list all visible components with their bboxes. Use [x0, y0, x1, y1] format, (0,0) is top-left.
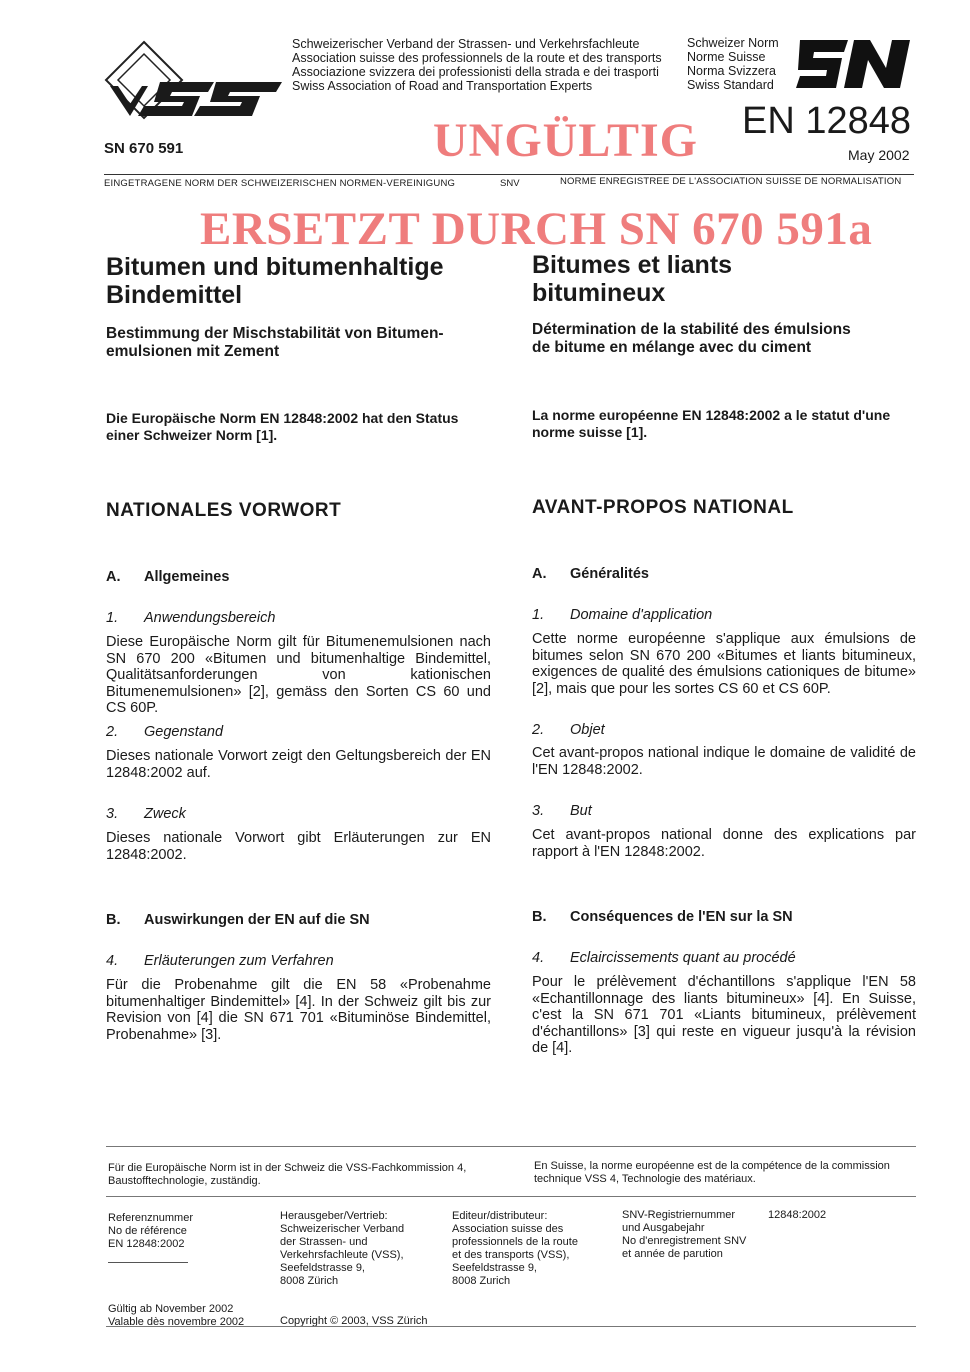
- registered-norm-fr: NORME ENREGISTREE DE L'ASSOCIATION SUISSE DE NORMALISATION: [560, 176, 902, 187]
- title-de-line-1: Bitumen und bitumenhaltige: [106, 253, 444, 281]
- subsection-2-title-fr: Objet: [570, 722, 605, 738]
- header-divider: [104, 174, 914, 175]
- section-b-letter-de: B.: [106, 912, 121, 928]
- subtitle-de-line-2: emulsionen mit Zement: [106, 343, 280, 360]
- foreword-heading-de: NATIONALES VORWORT: [106, 500, 342, 521]
- subsection-1-title-de: Anwendungsbereich: [144, 610, 276, 626]
- en-number: EN 12848: [742, 100, 912, 142]
- standard-type-names: [687, 36, 779, 92]
- subsection-3-title-de: Zweck: [144, 806, 186, 822]
- subsection-3-title-fr: But: [570, 803, 592, 819]
- org-name-de: Schweizerischer Verband der Strassen- und Verkehrsfachleute: [292, 37, 640, 51]
- org-name-it: Associazione svizzera dei professionisti della strada e dei trasporti: [292, 65, 659, 79]
- subsection-4-heading-fr: [532, 950, 916, 966]
- section-a-heading-de: [106, 569, 491, 585]
- status-fr-line-1: La norme européenne EN 12848:2002 a le statut d'une: [532, 407, 891, 423]
- norm-name-de: Schweizer Norm: [687, 36, 779, 50]
- subtitle-de-line-1: Bestimmung der Mischstabilität von Bitumen-: [106, 325, 444, 342]
- title-fr-line-2: bitumineux: [532, 279, 666, 307]
- footer-divider-top: [106, 1146, 916, 1147]
- title-fr: [532, 251, 916, 307]
- section-a-title-de: Allgemeines: [144, 569, 230, 585]
- subsection-1-number-fr: 1.: [532, 607, 545, 623]
- subtitle-fr: [532, 321, 916, 357]
- section-b-title-de: Auswirkungen der EN auf die SN: [144, 912, 370, 928]
- status-fr-line-2: norme suisse [1].: [532, 424, 648, 440]
- title-de: [106, 253, 491, 309]
- foreword-heading-fr: AVANT-PROPOS NATIONAL: [532, 497, 794, 518]
- organisation-names: [292, 37, 662, 93]
- subsection-1-body-de: Diese Europäische Norm gilt für Bitumenemulsionen nach SN 670 200 «Bitumen und bitumenhaltige Bindemittel, Qualitätsanforderungen von kationischen Bitumenemulsionen» [2], gemäss den Sorten CS 60 und CS 60P.: [106, 634, 491, 716]
- subsection-2-title-de: Gegenstand: [144, 724, 224, 740]
- subsection-4-body-fr: Pour le prélèvement d'échantillons s'applique l'EN 58 «Echantillonnage des liants bitumineux» [4]. En Suisse, c'est la SN 671 701 «Liants bitumineux, prélèvement d'échantillons» [3] qui reste en vigueur jusqu'à la révision de [4].: [532, 974, 916, 1056]
- snv-registration-label: SNV-Registriernummer und Ausgabejahr No d'enregistrement SNV et année de parution: [622, 1209, 747, 1260]
- snv-registration-value: 12848:2002: [768, 1209, 827, 1221]
- subsection-2-number-fr: 2.: [532, 722, 545, 738]
- subsection-3-number-fr: 3.: [532, 803, 545, 819]
- invalid-stamp: UNGÜLTIG: [433, 114, 698, 167]
- section-a-title-fr: Généralités: [570, 566, 649, 582]
- subsection-4-number-de: 4.: [106, 953, 119, 969]
- subsection-2-number-de: 2.: [106, 724, 119, 740]
- standard-reference-code: SN 670 591: [104, 140, 184, 157]
- subsection-4-title-fr: Eclaircissements quant au procédé: [570, 950, 796, 966]
- registered-norm-snv: SNV: [500, 178, 520, 189]
- subsection-3-number-de: 3.: [106, 806, 119, 822]
- commission-note-de: Für die Europäische Norm ist in der Schweiz die VSS-Fachkommission 4, Baustofftechnologie, zuständig.: [108, 1162, 467, 1187]
- org-name-en: Swiss Association of Road and Transportation Experts: [292, 79, 593, 93]
- section-a-heading-fr: [532, 566, 916, 582]
- reference-underline: [108, 1262, 188, 1263]
- subsection-1-heading-fr: [532, 607, 916, 623]
- title-fr-line-1: Bitumes et liants: [532, 251, 733, 279]
- status-de: [106, 410, 491, 444]
- section-b-title-fr: Conséquences de l'EN sur la SN: [570, 909, 793, 925]
- section-a-letter-de: A.: [106, 569, 121, 585]
- subsection-3-body-fr: Cet avant-propos national donne des explications par rapport à l'EN 12848:2002.: [532, 827, 916, 860]
- section-b-letter-fr: B.: [532, 909, 547, 925]
- registered-norm-de: EINGETRAGENE NORM DER SCHWEIZERISCHEN NORMEN-VEREINIGUNG: [104, 178, 456, 189]
- section-a-letter-fr: A.: [532, 566, 547, 582]
- subsection-4-heading-de: [106, 953, 491, 969]
- subsection-3-heading-fr: [532, 803, 916, 819]
- subtitle-fr-line-1: Détermination de la stabilité des émulsions: [532, 321, 851, 338]
- org-name-fr: Association suisse des professionnels de la route et des transports: [292, 51, 662, 65]
- subsection-3-body-de: Dieses nationale Vorwort gibt Erläuterungen zur EN 12848:2002.: [106, 830, 491, 863]
- norm-name-it: Norma Svizzera: [687, 64, 776, 78]
- subsection-1-heading-de: [106, 610, 491, 626]
- subsection-2-heading-de: [106, 724, 491, 740]
- footer-divider-middle: [106, 1196, 916, 1197]
- subsection-3-heading-de: [106, 806, 491, 822]
- publication-date: May 2002: [848, 147, 910, 163]
- status-de-line-1: Die Europäische Norm EN 12848:2002 hat den Status: [106, 410, 459, 426]
- sn-logo: [796, 36, 914, 92]
- status-fr: [532, 407, 916, 441]
- subsection-1-title-fr: Domaine d'application: [570, 607, 713, 623]
- subtitle-fr-line-2: de bitume en mélange avec du ciment: [532, 339, 812, 356]
- vss-logo: [104, 40, 284, 122]
- publisher-fr: Editeur/distributeur: Association suisse des professionnels de la route et des transports (VSS), Seefeldstrasse 9, 8008 Zurich: [452, 1210, 578, 1287]
- norm-name-en: Swiss Standard: [687, 78, 774, 92]
- subsection-4-number-fr: 4.: [532, 950, 545, 966]
- subsection-1-body-fr: Cette norme européenne s'applique aux émulsions de bitumes selon SN 670 200 «Bitumes et liants bitumineux, exigences de qualité des émulsions cationiques de bitume» [2], mais que pour les sortes CS 60 et CS 60P.: [532, 631, 916, 697]
- replaced-by-stamp: ERSETZT DURCH SN 670 591a: [200, 203, 873, 255]
- subsection-4-title-de: Erläuterungen zum Verfahren: [144, 953, 334, 969]
- footer-divider-bottom: [106, 1326, 916, 1327]
- status-de-line-2: einer Schweizer Norm [1].: [106, 427, 278, 443]
- commission-note-fr: En Suisse, la norme européenne est de la compétence de la commission technique VSS 4, Technologie des matériaux.: [534, 1160, 890, 1185]
- validity-date: Gültig ab November 2002 Valable dès novembre 2002: [108, 1303, 245, 1328]
- subsection-2-body-de: Dieses nationale Vorwort zeigt den Geltungsbereich der EN 12848:2002 auf.: [106, 748, 491, 781]
- section-b-heading-de: [106, 912, 491, 928]
- title-de-line-2: Bindemittel: [106, 281, 243, 309]
- norm-name-fr: Norme Suisse: [687, 50, 766, 64]
- subsection-2-heading-fr: [532, 722, 916, 738]
- subsection-2-body-fr: Cet avant-propos national indique le domaine de validité de l'EN 12848:2002.: [532, 745, 916, 778]
- subsection-1-number-de: 1.: [106, 610, 119, 626]
- subsection-4-body-de: Für die Probenahme gilt die EN 58 «Probenahme bitumenhaltiger Bindemittel» [4]. In der Schweiz gilt bis zur Revision von [4] die SN 671 701 «Bituminöse Bindemittel, Probenahme» [3].: [106, 977, 491, 1043]
- section-b-heading-fr: [532, 909, 916, 925]
- publisher-de: Herausgeber/Vertrieb: Schweizerischer Verband der Strassen- und Verkehrsfachleute (VSS), Seefeldstrasse 9, 8008 Zürich: [280, 1210, 405, 1287]
- subtitle-de: [106, 325, 491, 361]
- reference-number-label: Referenznummer No de référence EN 12848:2002: [108, 1212, 193, 1250]
- copyright: Copyright © 2003, VSS Zürich: [280, 1315, 428, 1327]
